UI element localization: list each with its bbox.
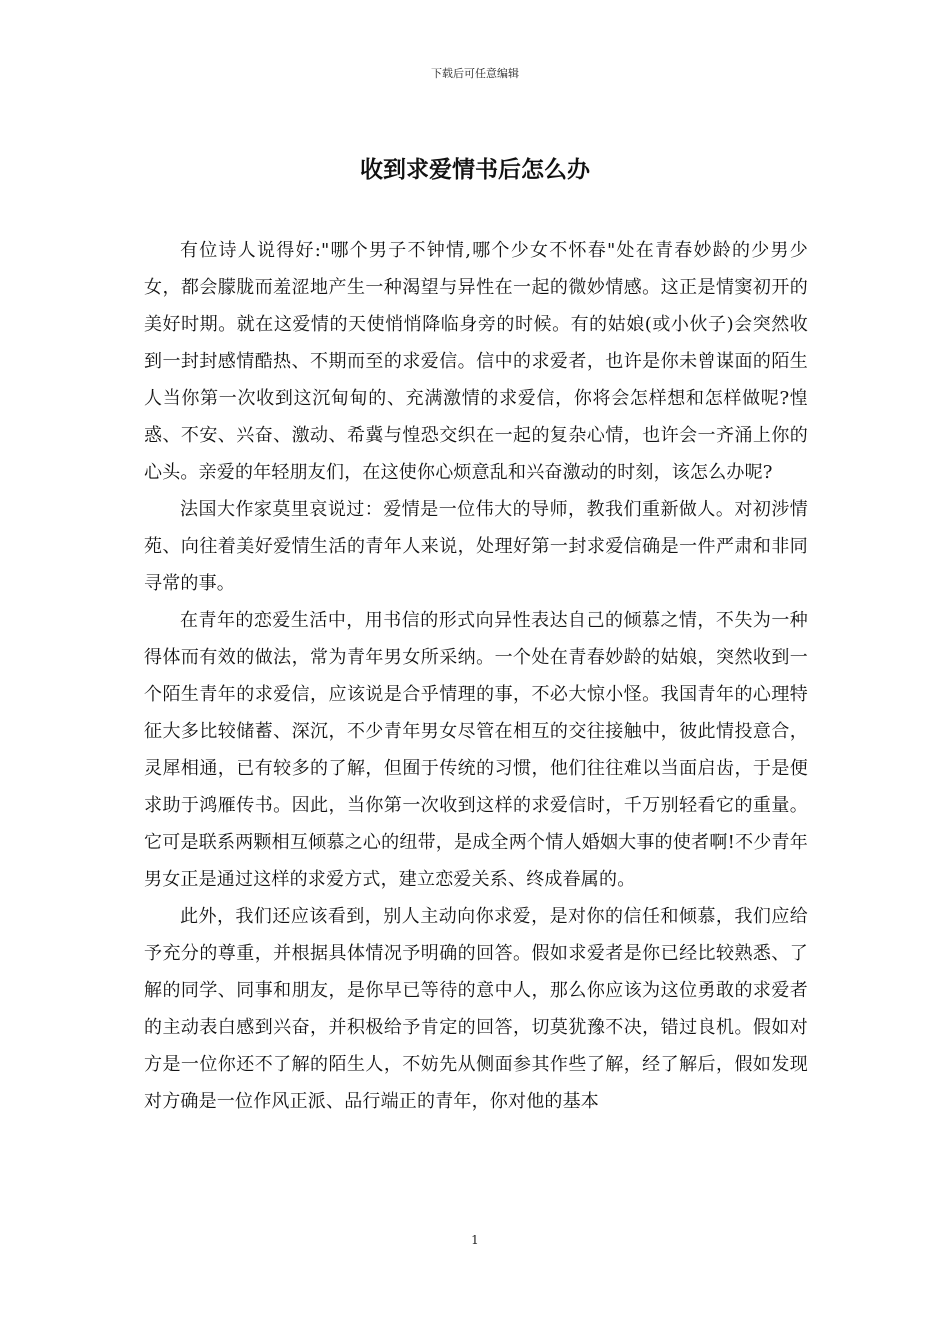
document-body bbox=[144, 232, 808, 1120]
paragraph-3: 在青年的恋爱生活中，用书信的形式向异性表达自己的倾慕之情，不失为一种得体而有效的做法，常为青年男女所采纳。一个处在青春妙龄的姑娘，突然收到一个陌生青年的求爱信，应该说是合乎情理的事，不必大惊小怪。我国青年的心理特征大多比较储蓄、深沉，不少青年男女尽管在相互的交往接触中，彼此情投意合，灵犀相通，已有较多的了解，但囿于传统的习惯，他们往往难以当面启齿，于是便求助于鸿雁传书。因此，当你第一次收到这样的求爱信时，千万别轻看它的重量。它可是联系两颗相互倾慕之心的纽带，是成全两个情人婚姻大事的使者啊!不少青年男女正是通过这样的求爱方式，建立恋爱关系、终成眷属的。 bbox=[144, 610, 808, 890]
paragraph-1: 有位诗人说得好:"哪个男子不钟情,哪个少女不怀春"处在青春妙龄的少男少女，都会朦胧而羞涩地产生一种渴望与异性在一起的微妙情感。这正是情窦初开的美好时期。就在这爱情的天使悄悄降临身旁的时候。有的姑娘(或小伙子)会突然收到一封封感情酷热、不期而至的求爱信。信中的求爱者，也许是你未曾谋面的陌生人当你第一次收到这沉甸甸的、充满激情的求爱信，你将会怎样想和怎样做呢?惶惑、不安、兴奋、激动、希冀与惶恐交织在一起的复杂心情，也许会一齐涌上你的心头。亲爱的年轻朋友们，在这使你心烦意乱和兴奋激动的时刻，该怎么办呢? bbox=[144, 240, 808, 483]
document-title: 收到求爱情书后怎么办 bbox=[360, 157, 590, 183]
page-number: 1 bbox=[471, 1233, 479, 1247]
paragraph-2: 法国大作家莫里哀说过：爱情是一位伟大的导师，教我们重新做人。对初涉情苑、向往着美好爱情生活的青年人来说，处理好第一封求爱信确是一件严肃和非同寻常的事。 bbox=[144, 499, 808, 594]
paragraph-4: 此外，我们还应该看到，别人主动向你求爱，是对你的信任和倾慕，我们应给予充分的尊重，并根据具体情况予明确的回答。假如求爱者是你已经比较熟悉、了解的同学、同事和朋友，是你早已等待的意中人，那么你应该为这位勇敢的求爱者的主动表白感到兴奋，并积极给予肯定的回答，切莫犹豫不决，错过良机。假如对方是一位你还不了解的陌生人，不妨先从侧面参其作些了解，经了解后，假如发现对方确是一位作风正派、品行端正的青年，你对他的基本 bbox=[144, 906, 808, 1112]
page-header: 下载后可任意编辑 bbox=[431, 67, 519, 80]
